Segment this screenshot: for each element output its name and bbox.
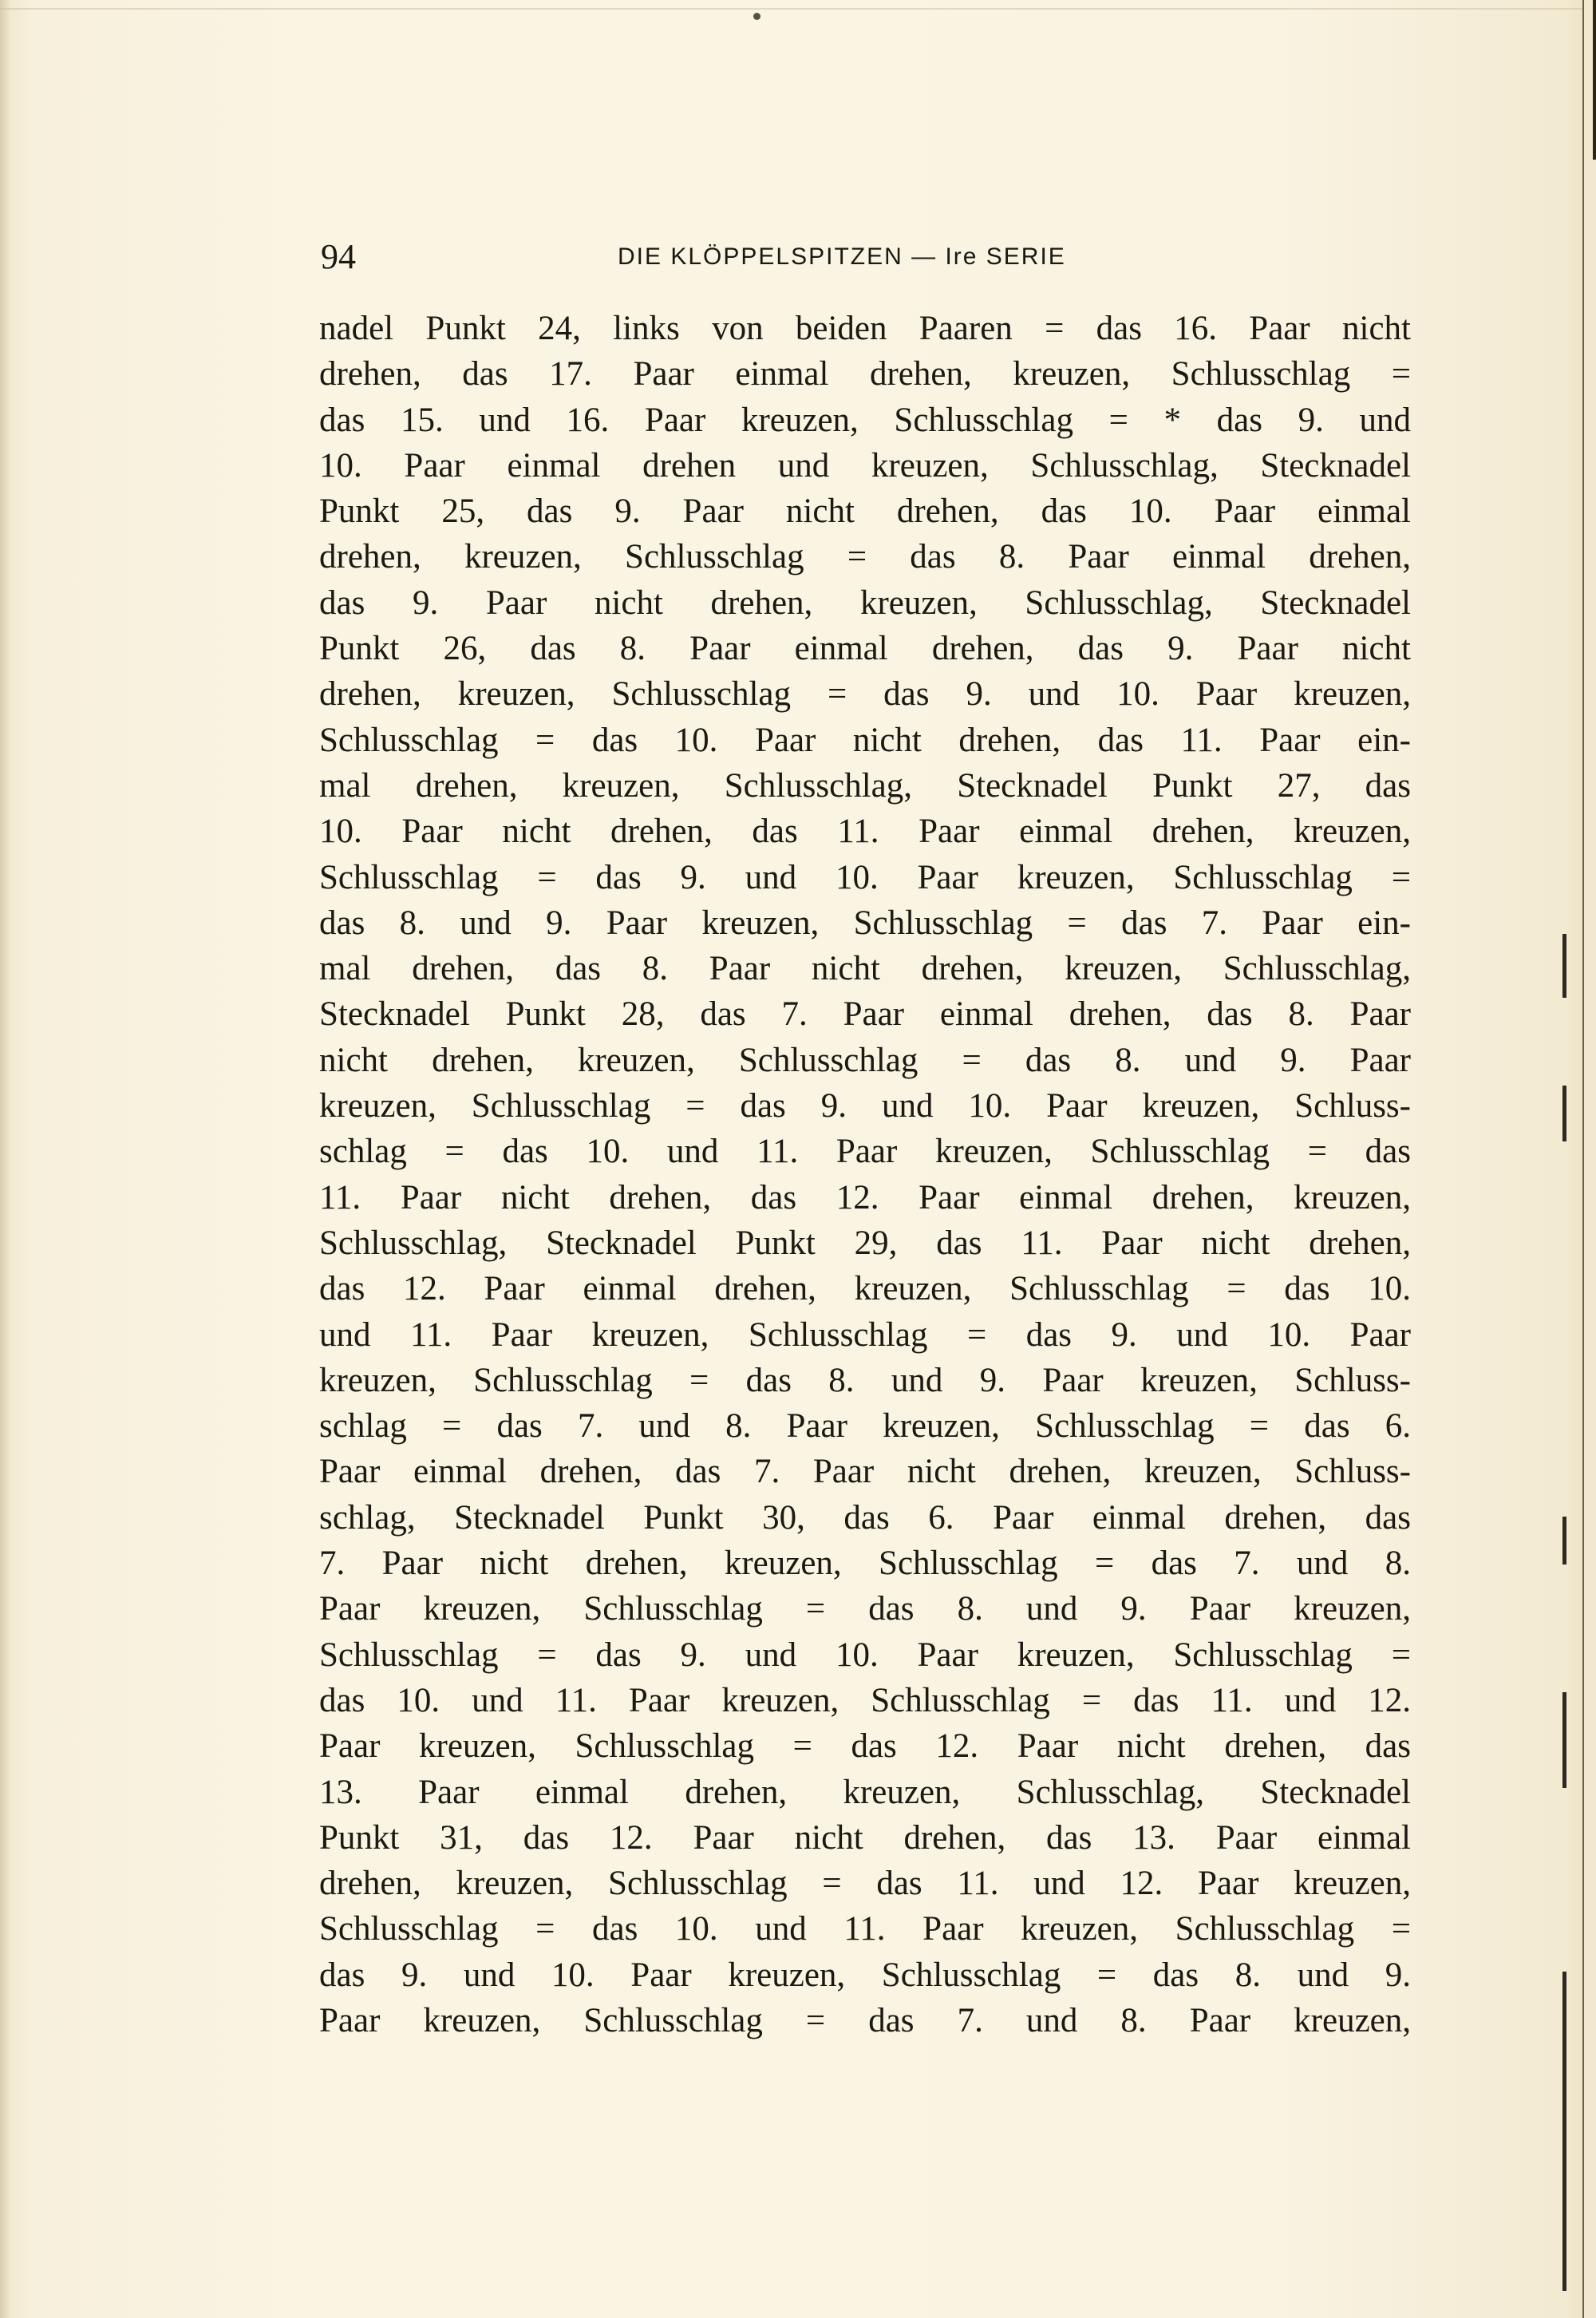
page-right-edge bbox=[1582, 0, 1596, 2318]
text-line: das 15. und 16. Paar kreuzen, Schlusschlag = * das 9. und bbox=[319, 401, 1411, 439]
text-line: Schlusschlag = das 10. und 11. Paar kreuzen, Schlusschlag = bbox=[319, 1910, 1411, 1948]
ink-dot bbox=[753, 13, 760, 20]
text-line: 13. Paar einmal drehen, kreuzen, Schlusschlag, Stecknadel bbox=[319, 1773, 1411, 1811]
text-line: schlag = das 10. und 11. Paar kreuzen, Schlusschlag = das bbox=[319, 1133, 1411, 1171]
text-line: das 10. und 11. Paar kreuzen, Schlusschlag = das 11. und 12. bbox=[319, 1681, 1411, 1719]
running-title: DIE KLÖPPELSPITZEN — Ire SERIE bbox=[618, 243, 1066, 270]
text-line: 10. Paar nicht drehen, das 11. Paar einmal drehen, kreuzen, bbox=[319, 813, 1411, 851]
text-line: nicht drehen, kreuzen, Schlusschlag = das 8. und 9. Paar bbox=[319, 1041, 1411, 1079]
text-line: Punkt 25, das 9. Paar nicht drehen, das 10. Paar einmal bbox=[319, 492, 1411, 531]
page-right-edge-shadow bbox=[1593, 0, 1596, 160]
text-line: Paar kreuzen, Schlusschlag = das 7. und 8. Paar kreuzen, bbox=[319, 2001, 1411, 2039]
text-line: mal drehen, das 8. Paar nicht drehen, kreuzen, Schlusschlag, bbox=[319, 950, 1411, 988]
margin-mark bbox=[1562, 1692, 1566, 1788]
body-text bbox=[319, 306, 1411, 2043]
page-left-edge bbox=[0, 0, 10, 2318]
margin-mark bbox=[1562, 1972, 1566, 2291]
text-line: Paar kreuzen, Schlusschlag = das 12. Paar nicht drehen, das bbox=[319, 1727, 1411, 1766]
margin-mark bbox=[1562, 1086, 1566, 1141]
page-top-edge bbox=[0, 8, 1596, 10]
text-line: drehen, kreuzen, Schlusschlag = das 8. Paar einmal drehen, bbox=[319, 538, 1411, 576]
margin-mark bbox=[1562, 934, 1566, 998]
text-line: Schlusschlag = das 9. und 10. Paar kreuzen, Schlusschlag = bbox=[319, 858, 1411, 896]
text-line: 10. Paar einmal drehen und kreuzen, Schlusschlag, Stecknadel bbox=[319, 446, 1411, 485]
text-line: kreuzen, Schlusschlag = das 9. und 10. Paar kreuzen, Schluss- bbox=[319, 1087, 1411, 1125]
running-header bbox=[321, 233, 1420, 281]
text-line: Stecknadel Punkt 28, das 7. Paar einmal drehen, das 8. Paar bbox=[319, 995, 1411, 1034]
page-number: 94 bbox=[321, 237, 356, 276]
text-line: schlag = das 7. und 8. Paar kreuzen, Schlusschlag = das 6. bbox=[319, 1407, 1411, 1446]
text-line: Schlusschlag = das 10. Paar nicht drehen, das 11. Paar ein- bbox=[319, 721, 1411, 759]
text-line: das 8. und 9. Paar kreuzen, Schlusschlag = das 7. Paar ein- bbox=[319, 904, 1411, 942]
text-line: Paar einmal drehen, das 7. Paar nicht drehen, kreuzen, Schluss- bbox=[319, 1453, 1411, 1491]
text-line: und 11. Paar kreuzen, Schlusschlag = das 9. und 10. Paar bbox=[319, 1315, 1411, 1354]
margin-mark bbox=[1562, 1517, 1566, 1564]
text-line: Schlusschlag, Stecknadel Punkt 29, das 11. Paar nicht drehen, bbox=[319, 1224, 1411, 1262]
text-line: das 9. Paar nicht drehen, kreuzen, Schlusschlag, Stecknadel bbox=[319, 583, 1411, 622]
text-line: Paar kreuzen, Schlusschlag = das 8. und 9. Paar kreuzen, bbox=[319, 1590, 1411, 1628]
text-line: das 9. und 10. Paar kreuzen, Schlusschlag = das 8. und 9. bbox=[319, 1956, 1411, 1994]
text-line: nadel Punkt 24, links von beiden Paaren = das 16. Paar nicht bbox=[319, 310, 1411, 347]
text-line: mal drehen, kreuzen, Schlusschlag, Stecknadel Punkt 27, das bbox=[319, 766, 1411, 805]
text-line: Schlusschlag = das 9. und 10. Paar kreuzen, Schlusschlag = bbox=[319, 1636, 1411, 1674]
text-line: kreuzen, Schlusschlag = das 8. und 9. Paar kreuzen, Schluss- bbox=[319, 1361, 1411, 1399]
text-line: 7. Paar nicht drehen, kreuzen, Schlusschlag = das 7. und 8. bbox=[319, 1545, 1411, 1583]
text-line: drehen, kreuzen, Schlusschlag = das 11. und 12. Paar kreuzen, bbox=[319, 1865, 1411, 1903]
text-line: drehen, kreuzen, Schlusschlag = das 9. und 10. Paar kreuzen, bbox=[319, 675, 1411, 714]
text-line: drehen, das 17. Paar einmal drehen, kreuzen, Schlusschlag = bbox=[319, 355, 1411, 394]
text-line: das 12. Paar einmal drehen, kreuzen, Schlusschlag = das 10. bbox=[319, 1270, 1411, 1308]
text-line: Punkt 26, das 8. Paar einmal drehen, das 9. Paar nicht bbox=[319, 630, 1411, 668]
text-line: 11. Paar nicht drehen, das 12. Paar einmal drehen, kreuzen, bbox=[319, 1178, 1411, 1216]
text-line: Punkt 31, das 12. Paar nicht drehen, das 13. Paar einmal bbox=[319, 1818, 1411, 1857]
text-line: schlag, Stecknadel Punkt 30, das 6. Paar einmal drehen, das bbox=[319, 1498, 1411, 1537]
